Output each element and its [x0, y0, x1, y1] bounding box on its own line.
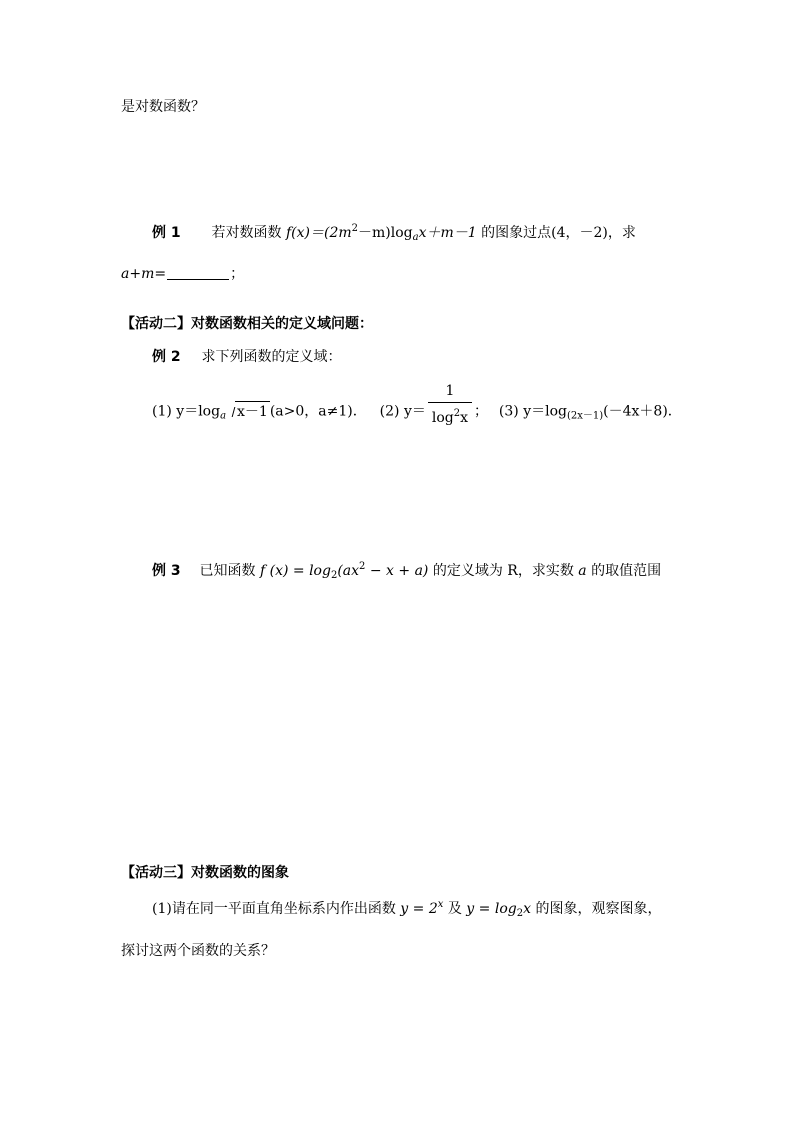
- activity3-line2-text: 探讨这两个函数的关系？: [121, 943, 275, 959]
- item1-prefix: (1) y＝log: [152, 403, 221, 420]
- activity3-heading-text: 【活动三】对数函数的图象: [121, 865, 289, 881]
- item2-fraction: [428, 382, 472, 427]
- example3-text-c: 的取值范围: [591, 563, 662, 579]
- item3-sub: (2x－1): [566, 410, 604, 422]
- item2-den-end: x: [460, 410, 469, 426]
- example1-fx-mid: －m)log: [358, 225, 413, 241]
- example1-line1: [152, 224, 636, 243]
- example3-text-a: 已知函数: [199, 563, 256, 579]
- activity3-line1-a: (1)请在同一平面直角坐标系内作出函数: [152, 901, 396, 917]
- item2-num: 1: [445, 383, 455, 399]
- example1-suffix: 的图象过点(4，－2)，求: [481, 225, 636, 241]
- example3-formula-sub: 2: [330, 570, 338, 581]
- item1-cond: (a>0，a≠1)．: [269, 403, 367, 420]
- example1-fx-sub: a: [412, 232, 419, 243]
- example1-prefix: 若对数函数: [211, 225, 282, 241]
- item3-prefix: (3) y＝log: [498, 403, 567, 420]
- activity2-heading: [121, 317, 373, 331]
- item3-end: (－4x＋8)．: [603, 403, 682, 420]
- example3-formula: f (x) = log: [259, 563, 331, 579]
- example3-formula-end: (ax: [337, 563, 360, 579]
- intro-end: 是对数函数？: [121, 99, 205, 115]
- example1-fx-sup: 2: [351, 223, 359, 234]
- example1-fx: f(x)＝(2m: [285, 225, 352, 241]
- activity3-f2-end: x: [523, 901, 531, 917]
- activity3-line1: [152, 900, 661, 919]
- item1-sqrt: x－1: [235, 401, 270, 421]
- sqrt-symbol: [227, 401, 270, 421]
- example3-line: [152, 562, 661, 581]
- example2-items: [152, 383, 682, 427]
- item1-sub: a: [220, 410, 227, 422]
- example2-line: [152, 350, 342, 364]
- activity3-f2: y = log: [466, 901, 517, 917]
- item2-den-wrap: [428, 402, 472, 427]
- item2-suffix: ；: [474, 403, 489, 420]
- example1-line2-prefix: a+m=: [121, 266, 167, 282]
- example1-line2-suffix: ；: [230, 266, 245, 282]
- example3-formula-tail: − x + a): [365, 563, 429, 579]
- activity3-line1-c: 的图象，观察图象，: [535, 901, 662, 917]
- activity3-f1-sup: x: [437, 899, 444, 910]
- example1-line2: [121, 267, 244, 281]
- example3-text-b: 的定义域为 R，求实数: [432, 563, 574, 579]
- example2-text: 求下列函数的定义域：: [201, 349, 342, 365]
- example2-label: 例 2: [152, 349, 181, 365]
- activity3-line2: [121, 944, 275, 958]
- activity3-f2-sub: 2: [516, 908, 524, 919]
- example1-fx-end: x＋m－1: [418, 225, 477, 241]
- example3-label: 例 3: [152, 563, 181, 579]
- item2-den: log: [431, 410, 454, 426]
- activity3-heading: [121, 866, 289, 880]
- example1-label: 例 1: [152, 225, 181, 241]
- item2-prefix: (2) y＝: [379, 403, 426, 420]
- activity3-f1: y = 2: [400, 901, 438, 917]
- activity2-heading-text: 【活动二】对数函数相关的定义域问题：: [121, 316, 373, 332]
- activity3-line1-b: 及: [447, 901, 462, 917]
- item2-den-sup: 2: [453, 408, 461, 419]
- example3-formula-sup: 2: [359, 561, 366, 572]
- example3-var: a: [578, 563, 587, 579]
- intro-end-text: [121, 100, 205, 114]
- answer-blank[interactable]: [167, 267, 229, 280]
